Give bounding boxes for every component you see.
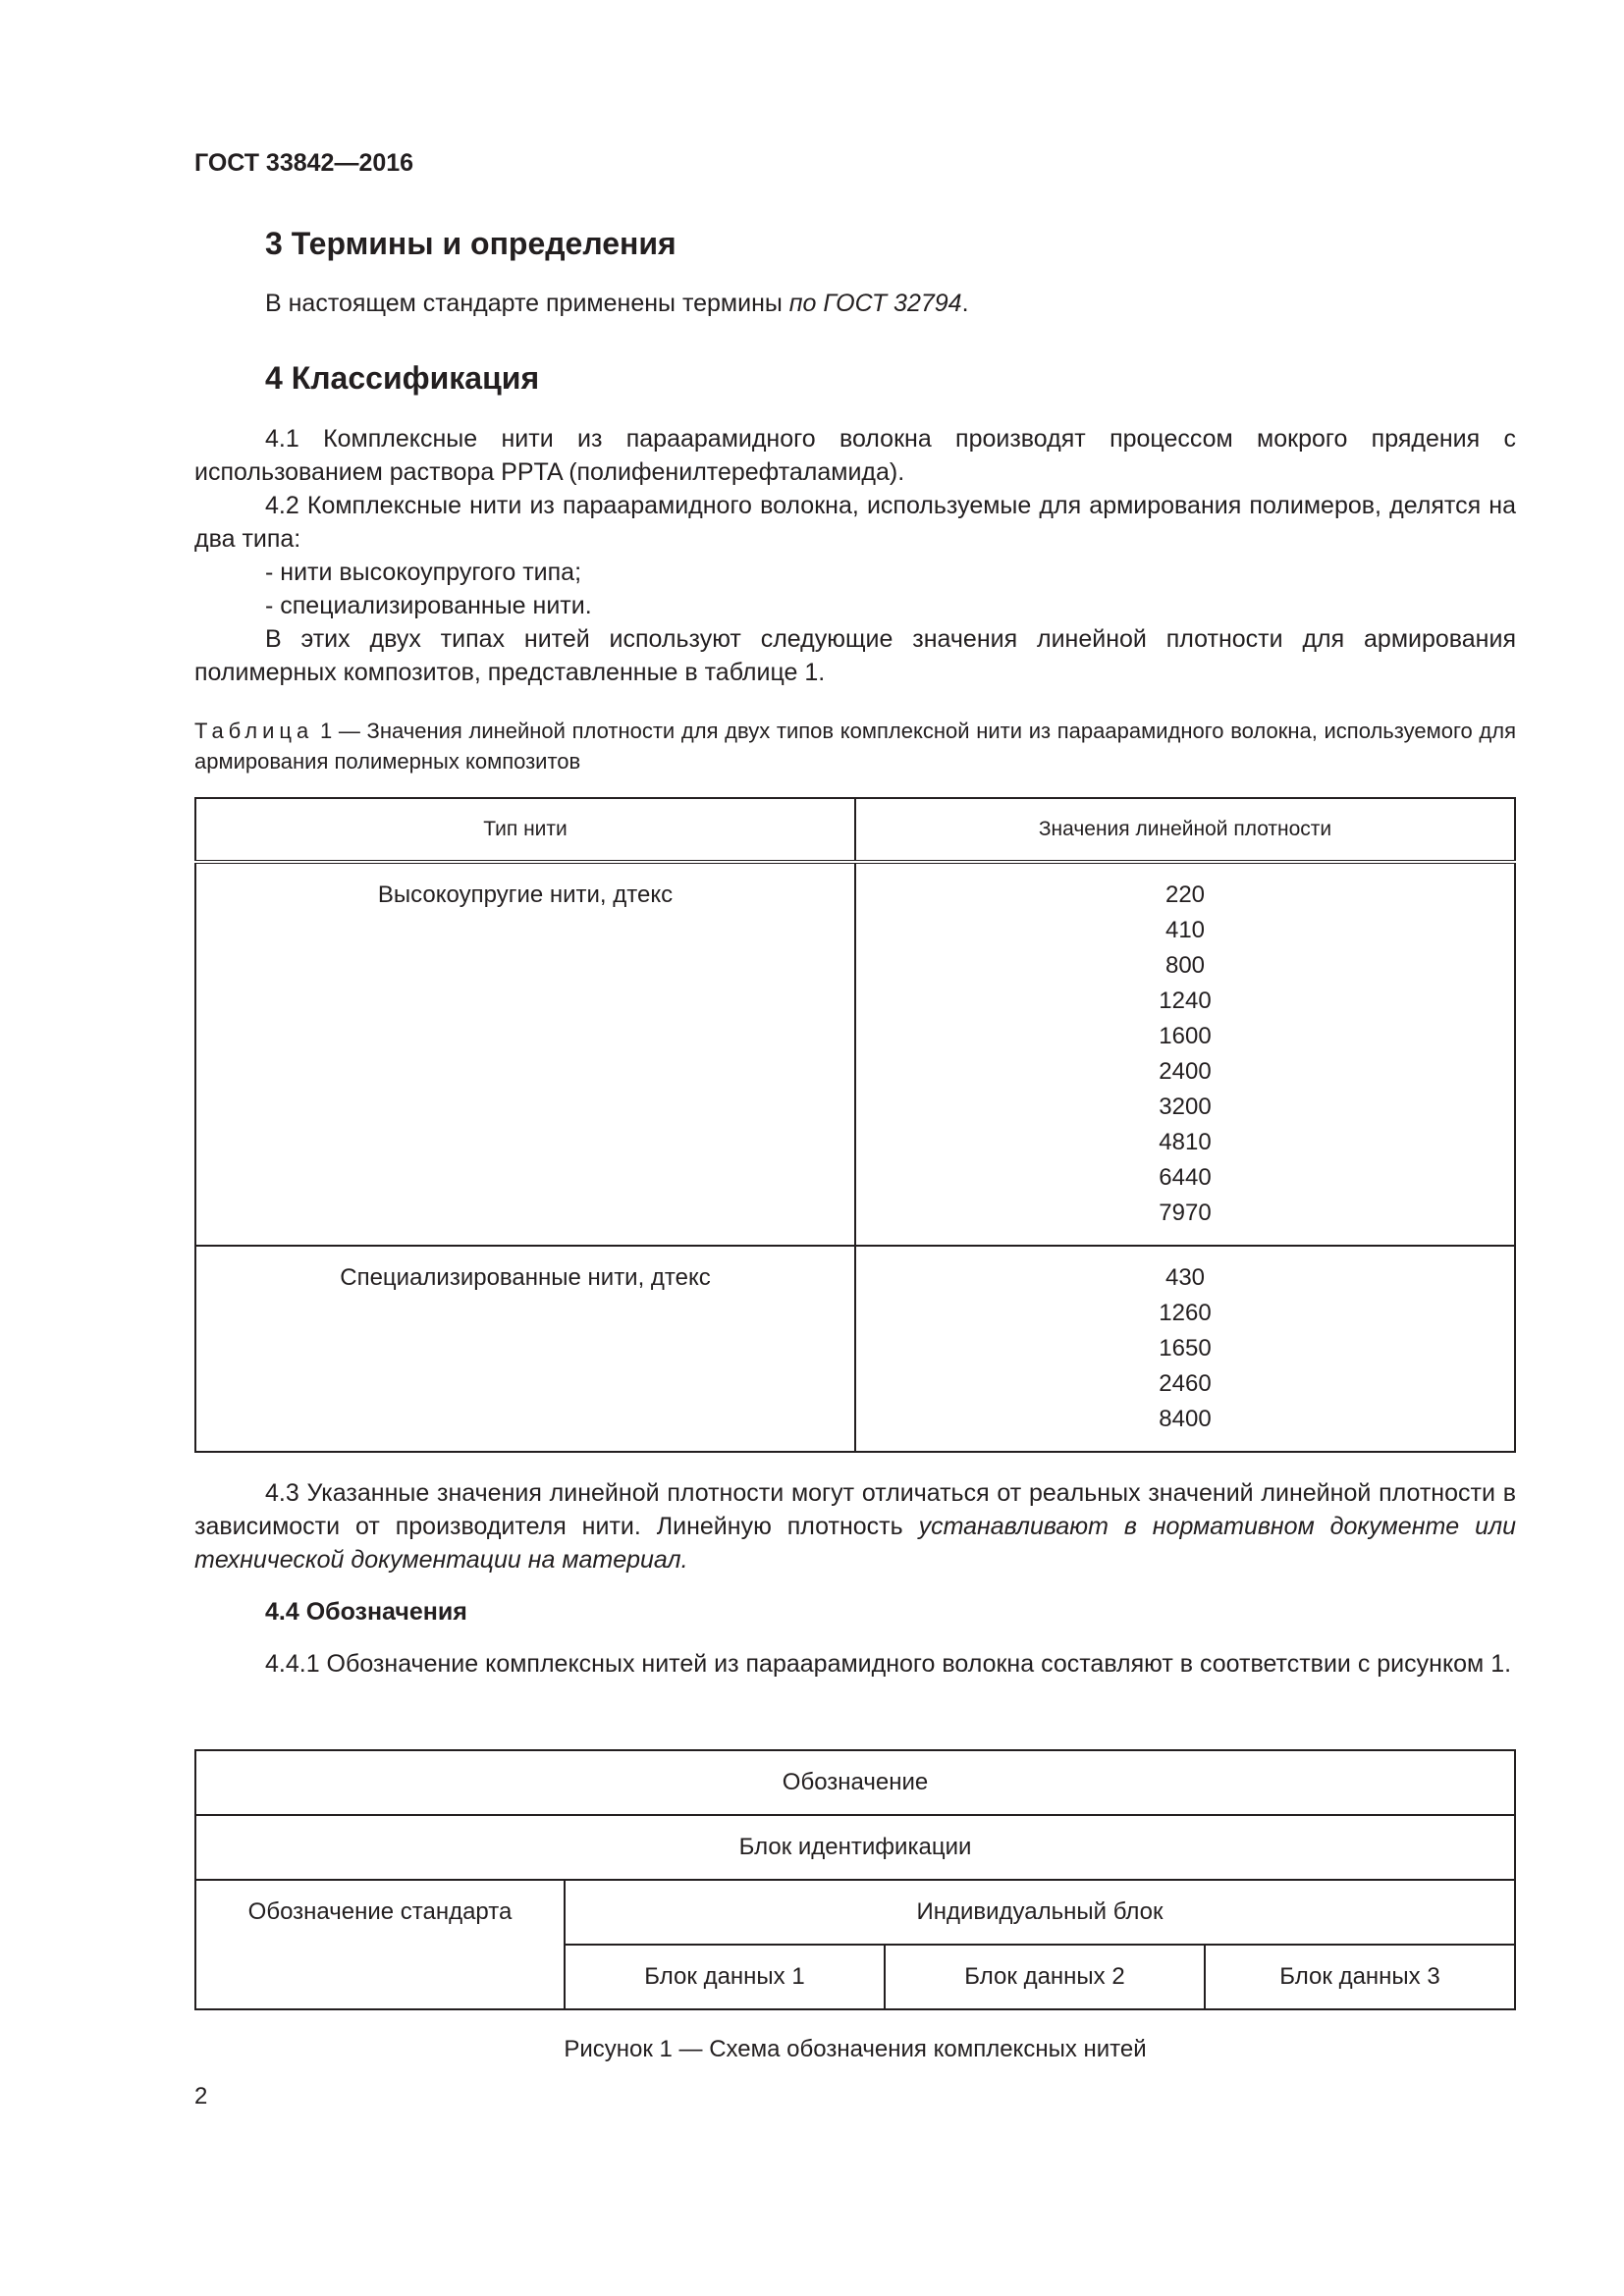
figure-1-caption: Рисунок 1 — Схема обозначения комплексных нитей bbox=[564, 2036, 1147, 2062]
density-value: 800 bbox=[1164, 952, 1206, 979]
document-header: ГОСТ 33842—2016 bbox=[194, 149, 414, 177]
thread-type: Высокоупругие нити, дтекс bbox=[195, 862, 855, 1246]
density-value: 2460 bbox=[1159, 1370, 1212, 1397]
paragraph-4-4-1: 4.4.1 Обозначение комплексных нитей из параарамидного волокна составляют в соответствии с рисунком 1. bbox=[265, 1650, 1512, 1678]
paragraph-4-1: 4.1 Комплексные нити из параарамидного волокна производят процессом мокрого прядения с использованием раствора PPTA (полифенилтерефталамида). bbox=[194, 425, 1516, 486]
density-values bbox=[855, 1246, 1515, 1452]
id-block-cell: Блок идентификации bbox=[195, 1815, 1515, 1880]
density-value: 8400 bbox=[1159, 1406, 1212, 1432]
section-3-title: 3 Термины и определения bbox=[265, 226, 677, 261]
density-value: 430 bbox=[1164, 1264, 1206, 1291]
table-1 bbox=[194, 797, 1516, 1453]
density-value: 220 bbox=[1164, 881, 1206, 908]
data-block-cell: Блок данных 2 bbox=[885, 1945, 1205, 2009]
data-block-cell: Блок данных 1 bbox=[565, 1945, 885, 2009]
column-header: Значения линейной плотности bbox=[855, 798, 1515, 862]
table-row bbox=[195, 862, 1515, 1246]
section-3-text: В настоящем стандарте применены термины по ГОСТ 32794. bbox=[265, 290, 969, 317]
individual-block-cell: Индивидуальный блок bbox=[565, 1880, 1515, 1945]
figure-1-scheme bbox=[194, 1749, 1516, 2010]
table-1-caption: Таблица 1 — Значения линейной плотности для двух типов комплексной нити из параарамидного волокна, используемого для армирования полимерных композитов bbox=[194, 719, 1516, 774]
section-4-body bbox=[194, 422, 1516, 689]
list-item: - специализированные нити. bbox=[265, 592, 592, 619]
density-value: 1600 bbox=[1159, 1023, 1212, 1049]
page-number: 2 bbox=[194, 2083, 208, 2109]
thread-type: Специализированные нити, дтекс bbox=[195, 1246, 855, 1452]
standard-cell: Обозначение стандарта bbox=[195, 1880, 565, 2009]
density-values bbox=[855, 862, 1515, 1246]
list-item: - нити высокоупругого типа; bbox=[265, 559, 582, 586]
section-4-title: 4 Классификация bbox=[265, 360, 540, 396]
density-value: 410 bbox=[1164, 917, 1206, 943]
paragraph-4-3: 4.3 Указанные значения линейной плотности могут отличаться от реальных значений линейной плотности в зависимости от производителя нити. Линейную плотность устанавливают в нормативном документе или технической документации на материал. bbox=[194, 1479, 1516, 1574]
density-value: 6440 bbox=[1159, 1164, 1212, 1191]
density-value: 1260 bbox=[1159, 1300, 1212, 1326]
density-value: 2400 bbox=[1159, 1058, 1212, 1085]
density-value: 1240 bbox=[1159, 988, 1212, 1014]
density-value: 3200 bbox=[1159, 1094, 1212, 1120]
section-4-4-title: 4.4 Обозначения bbox=[265, 1598, 467, 1626]
designation-cell: Обозначение bbox=[195, 1750, 1515, 1815]
table-row bbox=[195, 1246, 1515, 1452]
density-value: 4810 bbox=[1159, 1129, 1212, 1155]
density-value: 7970 bbox=[1159, 1200, 1212, 1226]
paragraph-4-2: 4.2 Комплексные нити из параарамидного волокна, используемые для армирования полимеров, делятся на два типа: bbox=[194, 492, 1516, 553]
paragraph-4-2-b: В этих двух типах нитей используют следующие значения линейной плотности для армирования полимерных композитов, представленные в таблице 1. bbox=[194, 625, 1516, 686]
column-header: Тип нити bbox=[195, 798, 855, 862]
data-block-cell: Блок данных 3 bbox=[1205, 1945, 1515, 2009]
density-value: 1650 bbox=[1159, 1335, 1212, 1362]
